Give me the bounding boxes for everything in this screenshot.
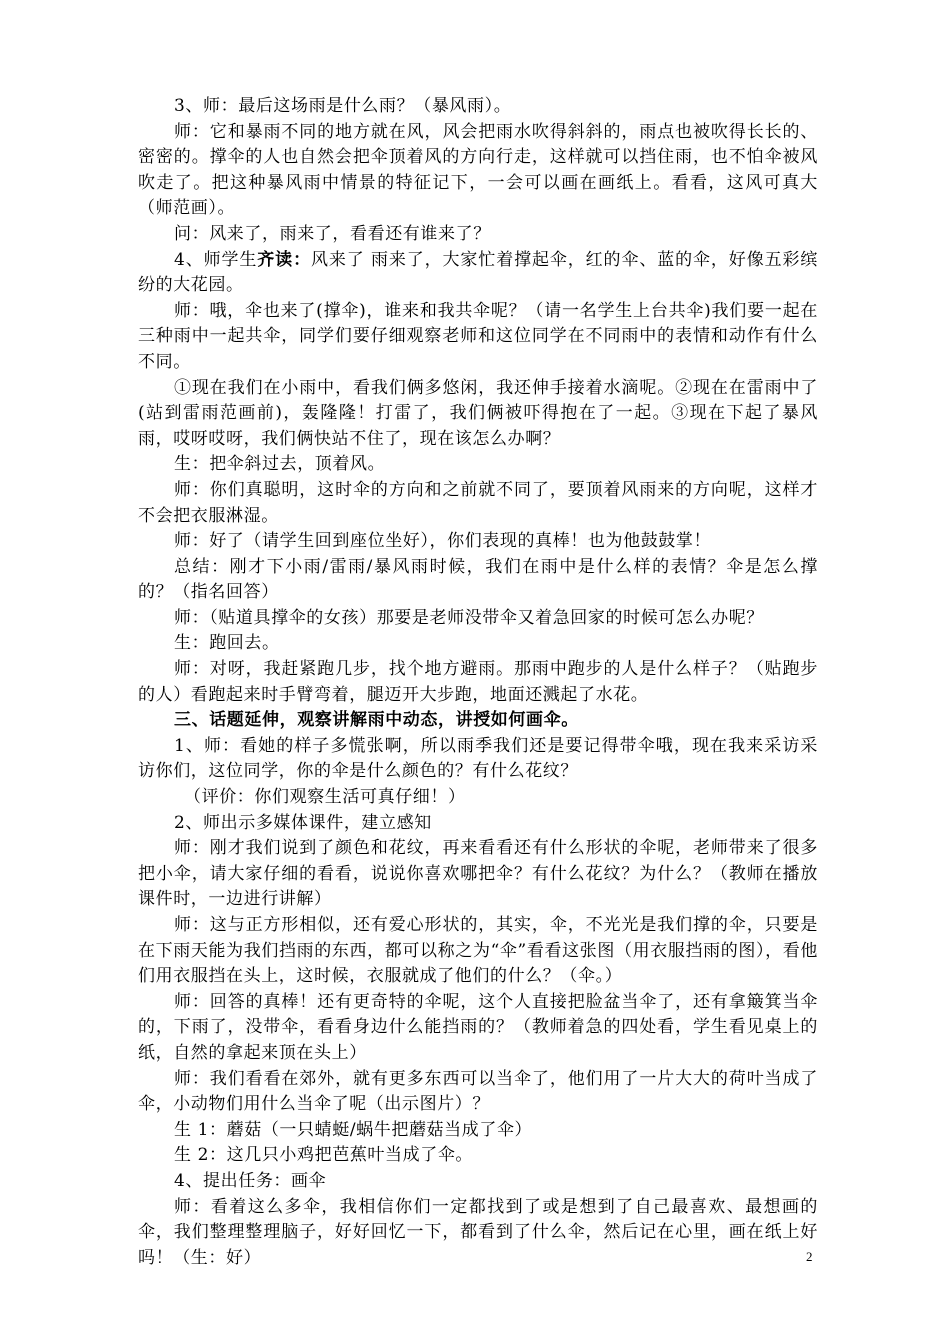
paragraph-text: ①现在我们在小雨中，看我们俩多悠闲，我还伸手接着水滴呢。②现在在雷雨中了(站到雷雨范画前)，轰隆隆！打雷了，我们俩被吓得抱在了一起。③现在下起了暴风雨，哎呀哎呀，我们俩快站不住了，现在该怎么办啊？: [138, 377, 818, 449]
paragraph: [138, 452, 818, 478]
paragraph-text: 师：它和暴雨不同的地方就在风，风会把雨水吹得斜斜的，雨点也被吹得长长的、密密的。撑伞的人也自然会把伞顶着风的方向行走，这样就可以挡住雨，也不怕伞被风吹走了。把这种暴风雨中情景的特征记下，一会可以画在画纸上。看看，这风可真大（师范画）。: [138, 121, 818, 219]
paragraph-text: 生：跑回去。: [174, 633, 280, 654]
paragraph: [138, 94, 818, 120]
paragraph: [138, 1067, 818, 1118]
paragraph-text: 1、师：看她的样子多慌张啊，所以雨季我们还是要记得带伞哦，现在我来采访采访你们，这位同学，你的伞是什么颜色的？有什么花纹？: [138, 735, 818, 782]
paragraph-text: 风来了 雨来了，大家忙着撑起伞，红的伞、蓝的伞，好像五彩缤纷的大花园。: [138, 249, 818, 296]
paragraph: [138, 1169, 818, 1195]
paragraph: [138, 606, 818, 632]
paragraph-text: 师：（贴道具撑伞的女孩）那要是老师没带伞又着急回家的时候可怎么办呢？: [174, 607, 764, 628]
paragraph: [138, 248, 818, 299]
paragraph-text: 师：我们看看在郊外，就有更多东西可以当伞了，他们用了一片大大的荷叶当成了伞，小动物们用什么当伞了呢（出示图片）？: [138, 1068, 818, 1115]
paragraph: [138, 785, 818, 811]
paragraph-text: 问：风来了，雨来了，看看还有谁来了？: [174, 223, 491, 244]
paragraph: [138, 1195, 818, 1272]
paragraph: [138, 913, 818, 990]
paragraph-text: 总结：刚才下小雨/雷雨/暴风雨时候，我们在雨中是什么样的表情？伞是怎么撑的？（指名回答）: [138, 556, 818, 603]
paragraph: [138, 708, 818, 734]
document-body: [138, 94, 818, 1271]
paragraph: [138, 376, 818, 453]
paragraph-text: 师：回答的真棒！还有更奇特的伞呢，这个人直接把脸盆当伞了，还有拿簸箕当伞的，下雨了，没带伞，看看身边什么能挡雨的？（教师着急的四处看，学生看见桌上的纸，自然的拿起来顶在头上）: [138, 991, 818, 1063]
paragraph: [138, 555, 818, 606]
paragraph-text: 生：把伞斜过去，顶着风。: [174, 454, 386, 475]
paragraph: [138, 529, 818, 555]
paragraph: [138, 811, 818, 837]
paragraph: [138, 222, 818, 248]
paragraph: [138, 836, 818, 913]
paragraph-text: 师：好了（请学生回到座位坐好），你们表现的真棒！也为他鼓鼓掌！: [174, 531, 712, 552]
paragraph-text: 师：哦，伞也来了(撑伞)，谁来和我共伞呢？（请一名学生上台共伞)我们要一起在三种雨中一起共伞，同学们要仔细观察老师和这位同学在不同雨中的表情和动作有什么不同。: [138, 300, 818, 372]
paragraph-text: 师：你们真聪明，这时伞的方向和之前就不同了，要顶着风雨来的方向呢，这样才不会把衣服淋湿。: [138, 479, 818, 526]
paragraph: [138, 657, 818, 708]
paragraph: [138, 478, 818, 529]
paragraph: [138, 631, 818, 657]
paragraph-text: （评价：你们观察生活可真仔细！）: [184, 787, 466, 808]
page-number: 2: [806, 1249, 813, 1264]
paragraph: [138, 990, 818, 1067]
paragraph-text: 生 2：这几只小鸡把芭蕉叶当成了伞。: [174, 1145, 474, 1166]
paragraph-text: 2、师出示多媒体课件，建立感知: [174, 812, 432, 833]
paragraph-text: 4、提出任务：画伞: [174, 1170, 327, 1191]
paragraph-text: 师：看着这么多伞，我相信你们一定都找到了或是想到了自己最喜欢、最想画的伞，我们整理整理脑子，好好回忆一下，都看到了什么伞，然后记在心里，画在纸上好吗！（生：好）: [138, 1196, 818, 1268]
paragraph: [138, 1143, 818, 1169]
paragraph-text: 师：对呀，我赶紧跑几步，找个地方避雨。那雨中跑步的人是什么样子？（贴跑步的人）看跑起来时手臂弯着，腿迈开大步跑，地面还溅起了水花。: [138, 659, 818, 705]
paragraph-text: 3、师：最后这场雨是什么雨？（暴风雨）。: [174, 96, 512, 116]
paragraph-text: 4、师学生: [174, 249, 258, 270]
paragraph-text: 师：刚才我们说到了颜色和花纹，再来看看还有什么形状的伞呢，老师带来了很多把小伞，请大家仔细的看看，说说你喜欢哪把伞？有什么花纹？为什么？（教师在播放课件时，一边进行讲解）: [138, 838, 818, 910]
paragraph: [138, 299, 818, 376]
paragraph: [138, 1118, 818, 1144]
paragraph-text: 生 1：蘑菇（一只蜻蜓/蜗牛把蘑菇当成了伞）: [174, 1119, 533, 1140]
paragraph-text: 师：这与正方形相似，还有爱心形状的，其实，伞，不光光是我们撑的伞，只要是在下雨天能为我们挡雨的东西，都可以称之为“伞”看看这张图（用衣服挡雨的图），看他们用衣服挡在头上，这时候，衣服就成了他们的什么？（伞。）: [138, 915, 818, 987]
paragraph: [138, 734, 818, 785]
bold-text: 齐读：: [257, 249, 311, 270]
bold-text: 三、话题延伸，观察讲解雨中动态，讲授如何画伞。: [174, 710, 579, 731]
paragraph: [138, 120, 818, 222]
